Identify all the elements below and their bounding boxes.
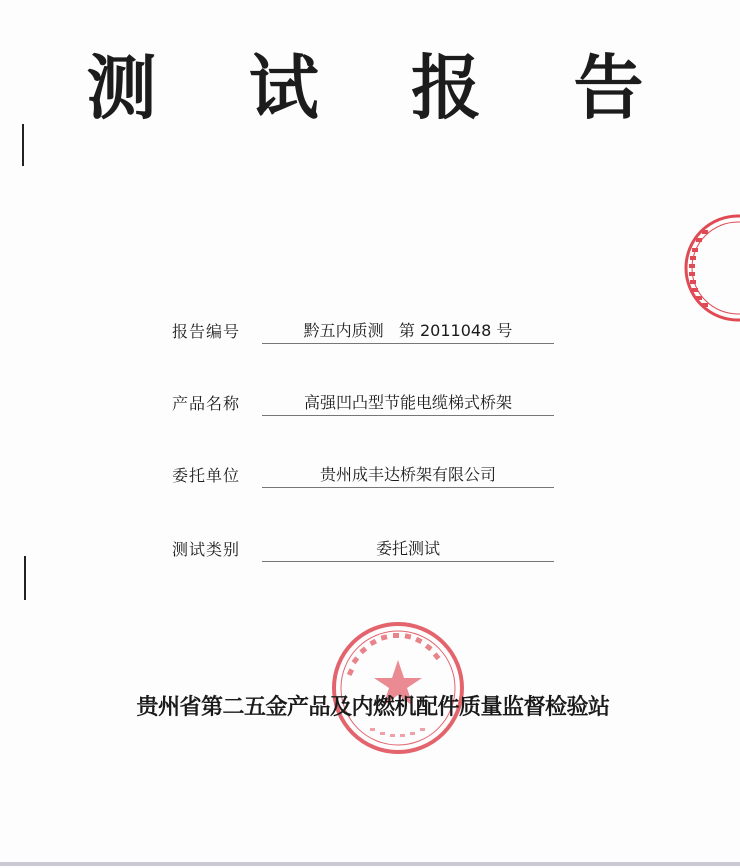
underline bbox=[262, 415, 554, 416]
field-value: 黔五内质测 第 2011048 号 bbox=[303, 321, 513, 340]
field-test-type bbox=[172, 532, 562, 562]
field-label: 报告编号 bbox=[172, 322, 241, 341]
underline bbox=[262, 487, 554, 488]
field-product-name bbox=[172, 386, 562, 416]
field-label: 测试类别 bbox=[172, 540, 241, 559]
red-circular-seal-icon bbox=[330, 620, 466, 756]
field-value: 贵州成丰达桥架有限公司 bbox=[319, 465, 496, 484]
issuing-organization: 贵州省第二五金产品及内燃机配件质量监督检验站 bbox=[136, 695, 610, 720]
field-label: 产品名称 bbox=[172, 394, 241, 413]
bottom-edge bbox=[0, 862, 740, 866]
field-client bbox=[172, 458, 562, 488]
field-label: 委托单位 bbox=[172, 466, 241, 485]
binding-mark-top bbox=[22, 124, 24, 166]
report-title: 测 试 报 告 bbox=[86, 47, 678, 129]
underline bbox=[262, 561, 554, 562]
field-value: 高强凹凸型节能电缆梯式桥架 bbox=[303, 393, 512, 412]
field-report-number bbox=[172, 314, 562, 344]
field-value: 委托测试 bbox=[375, 539, 440, 558]
red-partial-seal-icon bbox=[676, 208, 740, 328]
binding-mark-bottom bbox=[24, 556, 26, 600]
underline bbox=[262, 343, 554, 344]
